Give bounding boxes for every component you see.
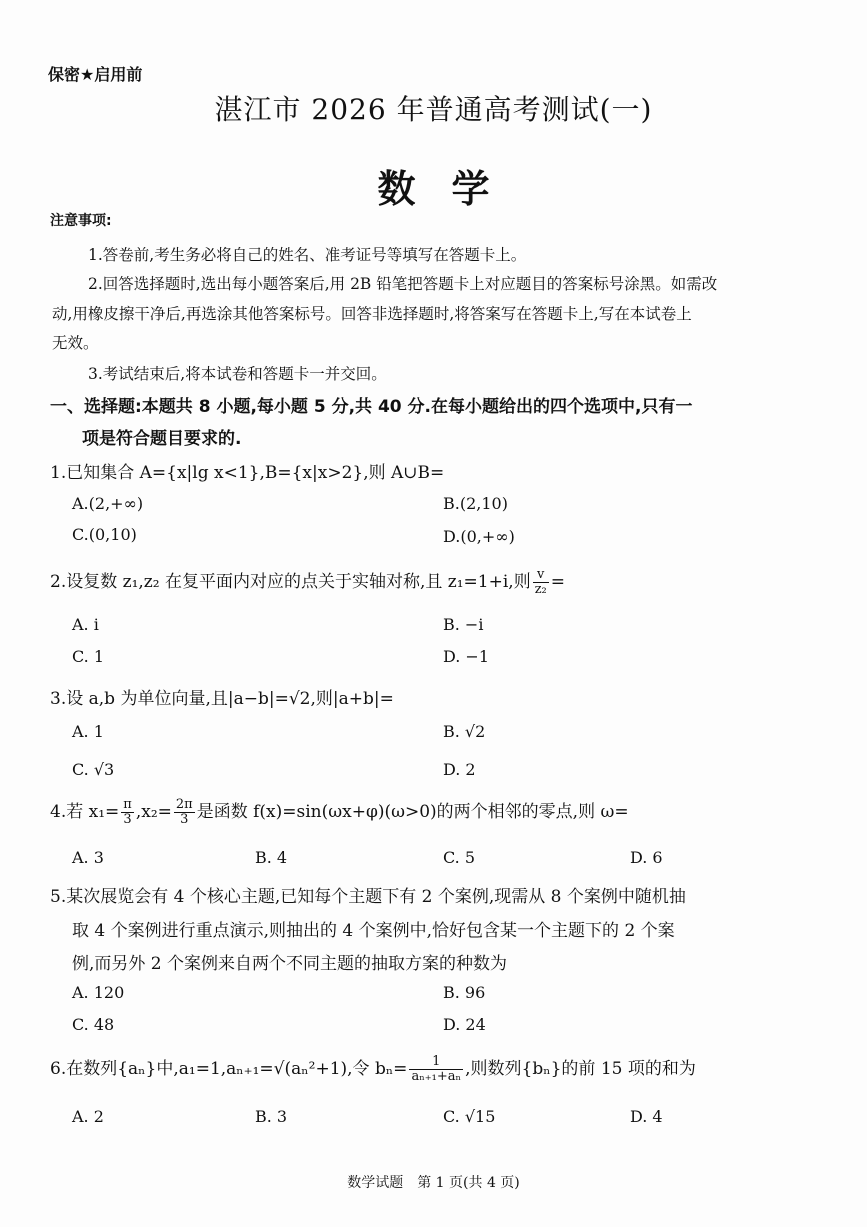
q6-stem-pre: 6.在数列{aₙ}中,a₁=1,aₙ₊₁=√(aₙ²+1),令 bₙ=	[50, 1059, 408, 1079]
q4-fraction-2-denominator: 3	[180, 812, 189, 827]
q4-fraction-1	[121, 798, 134, 827]
q6-option-c: C. √15	[443, 1107, 496, 1126]
question-4-stem	[50, 797, 629, 827]
q2-fraction	[533, 568, 549, 597]
q5-option-a: A. 120	[72, 983, 125, 1002]
notice-item-1: 1.答卷前,考生务必将自己的姓名、准考证号等填写在答题卡上。	[88, 246, 527, 264]
q2-fraction-numerator: v	[533, 568, 549, 583]
q6-fraction	[409, 1055, 463, 1084]
notice-item-3: 3.考试结束后,将本试卷和答题卡一并交回。	[88, 365, 387, 383]
notice-item-2-line-1: 2.回答选择题时,选出每小题答案后,用 2B 铅笔把答题卡上对应题目的答案标号涂黑。如需改	[88, 275, 718, 293]
q6-fraction-numerator: 1	[409, 1055, 463, 1070]
question-5-line-2: 取 4 个案例进行重点演示,则抽出的 4 个案例中,恰好包含某一个主题下的 2 个案	[72, 921, 675, 941]
q3-option-a: A. 1	[72, 722, 104, 741]
q4-fraction-1-denominator: 3	[123, 812, 132, 827]
q1-option-d: D.(0,+∞)	[443, 527, 515, 546]
q2-option-d: D. −1	[443, 647, 490, 666]
confidential-label: 保密★启用前	[48, 65, 143, 84]
q2-option-a: A. i	[72, 615, 99, 634]
q4-stem-mid: ,x₂=	[135, 802, 172, 822]
q4-fraction-2	[174, 798, 195, 827]
q5-option-d: D. 24	[443, 1015, 486, 1034]
q4-option-b: B. 4	[255, 848, 288, 867]
q5-option-b: B. 96	[443, 983, 486, 1002]
question-1-stem: 1.已知集合 A={x|lg x<1},B={x|x>2},则 A∪B=	[50, 463, 445, 483]
q6-option-a: A. 2	[72, 1107, 104, 1126]
q4-stem-post: 是函数 f(x)=sin(ωx+φ)(ω>0)的两个相邻的零点,则 ω=	[196, 802, 629, 822]
question-5-line-1: 5.某次展览会有 4 个核心主题,已知每个主题下有 2 个案例,现需从 8 个案例中随机抽	[50, 887, 686, 907]
section-heading-line-2: 项是符合题目要求的.	[82, 429, 242, 449]
q6-stem-post: ,则数列{bₙ}的前 15 项的和为	[465, 1059, 696, 1079]
subject-title: 数学	[377, 167, 526, 211]
q2-stem-text: 2.设复数 z₁,z₂ 在复平面内对应的点关于实轴对称,且 z₁=1+i,则	[50, 572, 531, 592]
q1-option-c: C.(0,10)	[72, 525, 137, 544]
question-6-stem	[50, 1054, 696, 1084]
notice-item-2-line-3: 无效。	[52, 334, 99, 352]
q2-option-c: C. 1	[72, 647, 105, 666]
q1-option-a: A.(2,+∞)	[72, 494, 144, 513]
section-heading-line-1: 一、选择题:本题共 8 小题,每小题 5 分,共 40 分.在每小题给出的四个选项中,只有一	[50, 397, 693, 417]
question-3-stem: 3.设 a,b 为单位向量,且|a−b|=√2,则|a+b|=	[50, 689, 394, 709]
page-footer: 数学试题 第 1 页(共 4 页)	[347, 1175, 520, 1191]
q3-option-d: D. 2	[443, 760, 476, 779]
q4-option-c: C. 5	[443, 848, 476, 867]
q3-option-c: C. √3	[72, 760, 115, 779]
question-2-stem	[50, 567, 565, 597]
q4-option-a: A. 3	[72, 848, 104, 867]
notice-item-2-line-2: 动,用橡皮擦干净后,再选涂其他答案标号。回答非选择题时,将答案写在答题卡上,写在本试卷上	[52, 305, 692, 323]
q4-fraction-1-numerator: π	[123, 797, 132, 812]
q1-option-b: B.(2,10)	[443, 494, 508, 513]
exam-title: 湛江市 2026 年普通高考测试(一)	[214, 93, 653, 126]
q6-option-b: B. 3	[255, 1107, 288, 1126]
q2-option-b: B. −i	[443, 615, 484, 634]
q6-option-d: D. 4	[630, 1107, 663, 1126]
q5-option-c: C. 48	[72, 1015, 115, 1034]
notice-heading: 注意事项:	[50, 213, 112, 229]
q4-fraction-2-numerator: 2π	[175, 797, 193, 812]
question-5-line-3: 例,而另外 2 个案例来自两个不同主题的抽取方案的种数为	[72, 954, 508, 974]
q3-option-b: B. √2	[443, 722, 486, 741]
q4-stem-pre: 4.若 x₁=	[50, 802, 120, 822]
q2-fraction-denominator: z₂	[534, 582, 547, 597]
q4-option-d: D. 6	[630, 848, 663, 867]
q6-fraction-denominator: aₙ₊₁+aₙ	[411, 1069, 462, 1084]
q2-stem-tail: =	[550, 572, 566, 592]
